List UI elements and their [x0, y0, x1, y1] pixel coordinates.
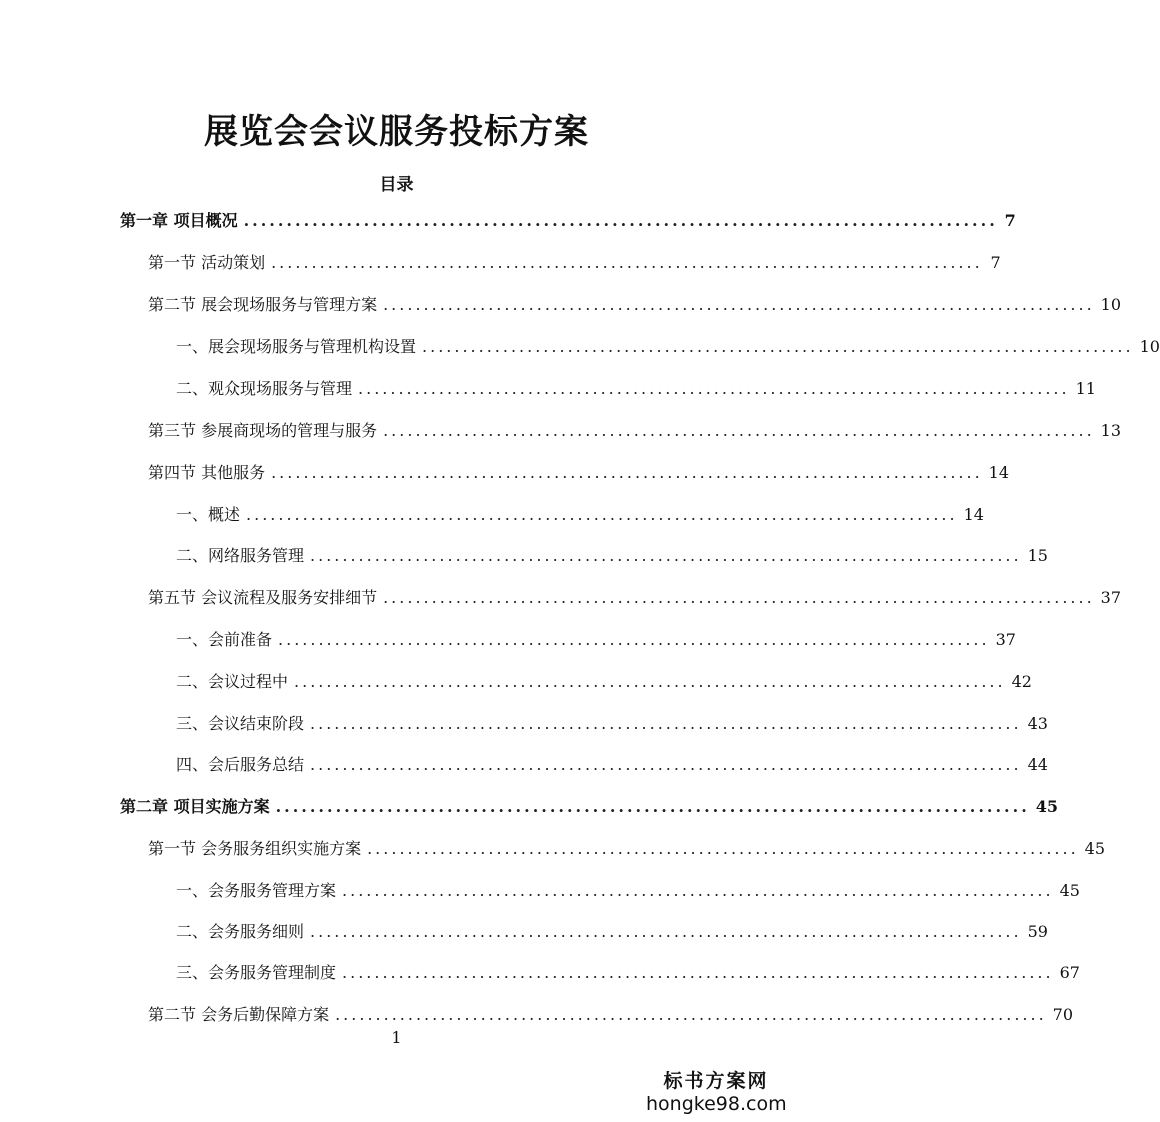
toc-entry-page: 7	[990, 253, 1001, 272]
toc-leader-dots: ........................................................................................	[310, 755, 1022, 774]
toc-entry-page: 70	[1052, 1005, 1074, 1024]
toc-entry[interactable]	[148, 1002, 1074, 1028]
toc-leader-dots: ........................................................................................	[422, 337, 1134, 356]
toc-entry-page: 10	[1100, 295, 1122, 314]
toc-entry-label: 第二节 会务后勤保障方案	[148, 1005, 330, 1024]
toc-entry-page: 15	[1027, 546, 1048, 565]
toc-entry-label: 第一节 活动策划	[148, 253, 266, 272]
toc-entry-page: 59	[1027, 922, 1048, 941]
toc-entry-label: 第二节 展会现场服务与管理方案	[148, 295, 378, 314]
toc-entry-label: 一、会务服务管理方案	[176, 881, 337, 900]
toc-entry[interactable]	[148, 836, 1106, 862]
toc-entry[interactable]	[176, 376, 1096, 402]
toc-entry-page: 11	[1075, 379, 1096, 398]
toc-entry-label: 二、网络服务管理	[176, 546, 305, 565]
toc-entry[interactable]	[176, 960, 1080, 986]
toc-leader-dots: ........................................................................................	[310, 546, 1022, 565]
toc-entry[interactable]	[148, 292, 1122, 318]
toc-entry-page: 14	[988, 463, 1010, 482]
toc-entry[interactable]	[176, 878, 1080, 904]
toc-heading: 目录	[379, 175, 414, 195]
toc-leader-dots: ........................................................................................	[342, 881, 1054, 900]
toc-leader-dots: ........................................................................................	[342, 963, 1054, 982]
toc-entry-page: 44	[1027, 755, 1048, 774]
toc-entry-label: 第一章 项目概况	[120, 211, 238, 230]
toc-entry[interactable]	[148, 460, 1010, 486]
page-number: 1	[391, 1028, 402, 1047]
toc-entry-page: 10	[1139, 337, 1160, 356]
toc-entry-label: 三、会议结束阶段	[176, 714, 305, 733]
toc-entry[interactable]	[148, 250, 1001, 276]
toc-entry[interactable]	[176, 669, 1032, 695]
toc-leader-dots: ........................................................................................	[310, 714, 1022, 733]
toc-entry-page: 45	[1059, 881, 1080, 900]
toc-entry[interactable]	[176, 752, 1048, 778]
toc-entry-page: 45	[1084, 839, 1106, 858]
toc-leader-dots: ........................................................................................	[335, 1005, 1047, 1024]
toc-entry[interactable]	[176, 627, 1016, 653]
toc-entry[interactable]	[176, 543, 1048, 569]
toc-leader-dots: ........................................................................................	[383, 421, 1095, 440]
toc-entry[interactable]	[148, 418, 1122, 444]
toc-entry-page: 42	[1011, 672, 1032, 691]
watermark-url: hongke98.com	[646, 1093, 787, 1115]
toc-entry-label: 四、会后服务总结	[176, 755, 305, 774]
toc-entry-label: 二、会议过程中	[176, 672, 289, 691]
toc-entry-label: 一、展会现场服务与管理机构设置	[176, 337, 417, 356]
toc-entry-page: 45	[1035, 797, 1059, 816]
toc-entry-page: 43	[1027, 714, 1048, 733]
toc-leader-dots: ........................................................................................	[271, 253, 983, 272]
toc-entry-page: 13	[1100, 421, 1122, 440]
toc-entry-page: 14	[963, 505, 984, 524]
toc-entry[interactable]	[176, 334, 1160, 360]
toc-entry[interactable]	[176, 919, 1048, 945]
toc-leader-dots: ........................................................................................	[383, 295, 1095, 314]
toc-entry-page: 37	[995, 630, 1016, 649]
toc-entry-label: 二、会务服务细则	[176, 922, 305, 941]
toc-leader-dots: ........................................................................................	[278, 630, 990, 649]
toc-leader-dots: ........................................................................................	[383, 588, 1095, 607]
toc-leader-dots: ........................................................................................	[294, 672, 1006, 691]
watermark-brand: 标书方案网	[663, 1070, 769, 1092]
toc-entry-label: 第三节 参展商现场的管理与服务	[148, 421, 378, 440]
toc-entry-label: 二、观众现场服务与管理	[176, 379, 353, 398]
toc-leader-dots: ........................................................................................	[358, 379, 1070, 398]
toc-entry-page: 37	[1100, 588, 1122, 607]
toc-entry[interactable]	[148, 585, 1122, 611]
toc-leader-dots: ........................................................................................	[271, 463, 983, 482]
toc-leader-dots: ........................................................................................	[246, 505, 958, 524]
toc-leader-dots: ........................................................................................	[367, 839, 1079, 858]
document-title: 展览会会议服务投标方案	[204, 112, 589, 152]
toc-entry-page: 7	[1004, 211, 1016, 230]
site-watermark	[646, 1070, 786, 1116]
toc-entry-label: 第四节 其他服务	[148, 463, 266, 482]
toc-entry-label: 三、会务服务管理制度	[176, 963, 337, 982]
toc-entry[interactable]	[120, 794, 1059, 820]
toc-leader-dots: ........................................................................................	[275, 797, 1030, 816]
toc-entry[interactable]	[176, 711, 1048, 737]
toc-entry-label: 一、概述	[176, 505, 241, 524]
toc-entry-label: 第二章 项目实施方案	[120, 797, 270, 816]
toc-entry[interactable]	[176, 502, 984, 528]
toc-leader-dots: ........................................................................................	[310, 922, 1022, 941]
toc-entry-page: 67	[1059, 963, 1080, 982]
toc-entry-label: 一、会前准备	[176, 630, 273, 649]
toc-entry-label: 第五节 会议流程及服务安排细节	[148, 588, 378, 607]
toc-leader-dots: ........................................................................................	[243, 211, 998, 230]
toc-entry-label: 第一节 会务服务组织实施方案	[148, 839, 362, 858]
toc-entry[interactable]	[120, 208, 1016, 234]
